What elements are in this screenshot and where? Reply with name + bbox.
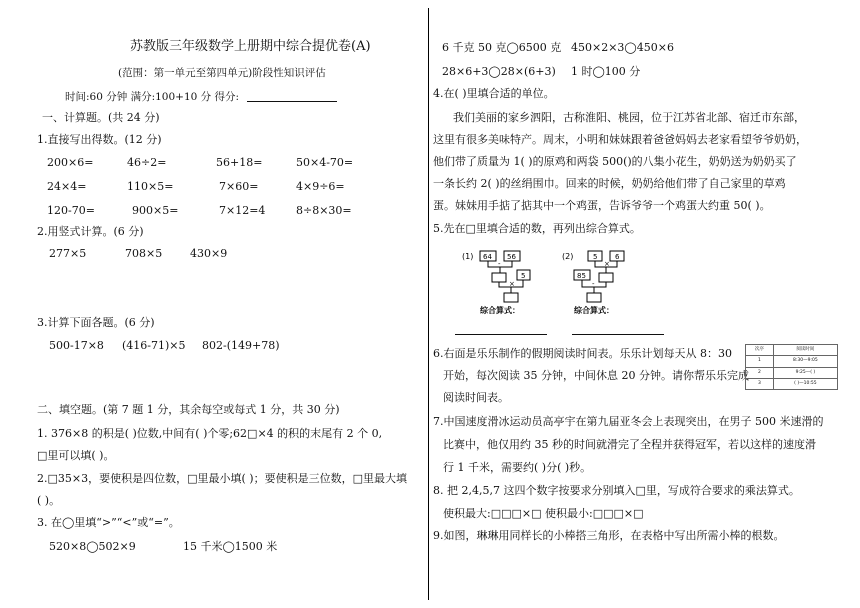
q4-paragraph-line: 一条长约 2( )的丝绢围巾。回来的时候，奶奶给他们带了自己家里的草鸡 <box>433 177 786 190</box>
diagram-formula-label: 综合算式： <box>574 306 614 315</box>
diagram-label: (2) <box>562 252 574 261</box>
q3-item: 500-17×8 <box>49 339 104 352</box>
table-cell: 9:25—( ) <box>773 367 837 378</box>
fill-q1-line1: 1. 376×8 的积是( )位数,中间有( )个零;62□×4 的积的末尾有 2 个 0, <box>37 427 383 440</box>
q1-item: 110×5= <box>127 180 174 193</box>
diagram-number: 64 <box>483 253 492 261</box>
q6-line: 开始，每次阅读 35 分钟，中间休息 20 分钟。请你帮乐乐完成 <box>443 369 749 382</box>
compare-item: 520×8◯502×9 <box>49 540 136 553</box>
q7-line: 7.中国速度滑冰运动员高亭宇在第九届亚冬会上表现突出，在男子 500 米速滑的 <box>433 415 824 428</box>
diagram-operator: - <box>592 280 595 288</box>
q2-heading: 2.用竖式计算。(6 分) <box>37 225 144 238</box>
q3-item: (416-71)×5 <box>122 339 186 352</box>
compare-item: 1 时◯100 分 <box>571 65 641 78</box>
reading-schedule-table <box>745 344 838 390</box>
q2-item: 708×5 <box>125 247 163 260</box>
q5-heading: 5.先在□里填合适的数，再列出综合算式。 <box>433 222 641 235</box>
q3-heading: 3.计算下面各题。(6 分) <box>37 316 155 329</box>
table-cell: 2 <box>746 367 774 378</box>
section-2-heading: 二、填空题。(第 7 题 1 分，其余每空或每式 1 分，共 30 分) <box>37 403 340 416</box>
q1-item: 7×60= <box>219 180 259 193</box>
diagram-number: 5 <box>521 272 526 280</box>
q8-heading: 8. 把 2,4,5,7 这四个数字按要求分别填入□里，写成符合要求的乘法算式。 <box>433 484 800 497</box>
diagram-number: 85 <box>577 272 586 280</box>
section-1-heading: 一、计算题。(共 24 分) <box>42 111 160 124</box>
fill-q3-heading: 3. 在◯里填“>”“<”或“=”。 <box>37 516 180 529</box>
q1-item: 900×5= <box>132 204 179 217</box>
q7-line: 行 1 千米，需要约( )分( )秒。 <box>443 461 592 474</box>
table-cell: 3 <box>746 378 774 389</box>
exam-title: 苏教版三年级数学上册期中综合提优卷(A) <box>130 39 371 54</box>
q1-item: 4×9÷6= <box>296 180 345 193</box>
diagram-label: (1) <box>462 252 474 261</box>
q1-heading: 1.直接写出得数。(12 分) <box>37 133 162 146</box>
formula-answer-line <box>572 334 664 335</box>
fill-q2-line1: 2.□35×3，要使积是四位数，□里最小填( )；要使积是三位数，□里最大填 <box>37 472 407 485</box>
calc-diagram-1 <box>460 244 550 316</box>
q6-line: 6.右面是乐乐制作的假期阅读时间表。乐乐计划每天从 8：30 <box>433 347 732 360</box>
q4-paragraph-line: 蛋。妹妹用手掂了掂其中一个鸡蛋，告诉爷爷一个鸡蛋大约重 50( )。 <box>433 199 771 212</box>
q4-heading: 4.在( )里填合适的单位。 <box>433 87 555 100</box>
compare-item: 28×6+3◯28×(6+3) <box>442 65 556 78</box>
diagram-operator: - <box>498 260 501 268</box>
q1-item: 24×4= <box>47 180 87 193</box>
column-divider <box>428 8 429 600</box>
q3-item: 802-(149+78) <box>202 339 280 352</box>
q6-line: 阅读时间表。 <box>443 391 509 404</box>
exam-subtitle: (范围：第一单元至第四单元)阶段性知识评估 <box>118 67 326 79</box>
q1-item: 8÷8×30= <box>296 204 352 217</box>
diagram-operator: × <box>509 280 515 288</box>
table-header: 次序 <box>746 345 774 356</box>
fill-q1-line2: □里可以填( )。 <box>37 449 115 462</box>
q4-paragraph-line: 这里有很多美味特产。周末，小明和妹妹跟着爸爸妈妈去老家看望爷爷奶奶， <box>433 133 807 146</box>
table-cell: 8:30—9:05 <box>773 356 837 367</box>
table-cell: 1 <box>746 356 774 367</box>
q1-item: 50×4-70= <box>296 156 354 169</box>
diagram-number: 56 <box>507 253 516 261</box>
calc-diagram-2 <box>560 244 650 316</box>
q8-answer-line: 使积最大:□□□×□ 使积最小:□□□×□ <box>443 507 644 520</box>
q2-item: 430×9 <box>190 247 228 260</box>
diagram-formula-label: 综合算式： <box>480 306 520 315</box>
q4-paragraph-line: 他们带了质量为 1( )的原鸡和两袋 500()的八集小花生，奶奶送为奶奶买了 <box>433 155 797 168</box>
diagram-operator: × <box>604 260 610 268</box>
q1-item: 7×12=4 <box>219 204 266 217</box>
fill-q2-line2: ( )。 <box>37 494 61 507</box>
q1-item: 56+18= <box>216 156 263 169</box>
score-blank <box>247 101 337 102</box>
q1-item: 200×6= <box>47 156 94 169</box>
compare-item: 15 千米◯1500 米 <box>183 540 278 553</box>
q1-item: 120-70= <box>47 204 95 217</box>
diagram-number: 6 <box>615 253 620 261</box>
compare-item: 450×2×3◯450×6 <box>571 41 674 54</box>
q7-line: 比赛中，他仅用约 35 秒的时间就滑完了全程并获得冠军，若以这样的速度滑 <box>443 438 816 451</box>
exam-meta: 时间:60 分钟 满分:100+10 分 得分: <box>65 91 240 103</box>
compare-item: 6 千克 50 克◯6500 克 <box>442 41 562 54</box>
q9-heading: 9.如图，琳琳用同样长的小棒搭三角形，在表格中写出所需小棒的根数。 <box>433 529 785 542</box>
q4-paragraph-line: 我们美丽的家乡泗阳，古称淮阳、桃园，位于江苏省北部、宿迁市东部， <box>453 111 805 124</box>
diagram-number: 5 <box>593 253 598 261</box>
formula-answer-line <box>455 334 547 335</box>
table-header: 阅读时间 <box>773 345 837 356</box>
q2-item: 277×5 <box>49 247 87 260</box>
table-cell: ( )—10:55 <box>773 378 837 389</box>
q1-item: 46÷2= <box>127 156 167 169</box>
